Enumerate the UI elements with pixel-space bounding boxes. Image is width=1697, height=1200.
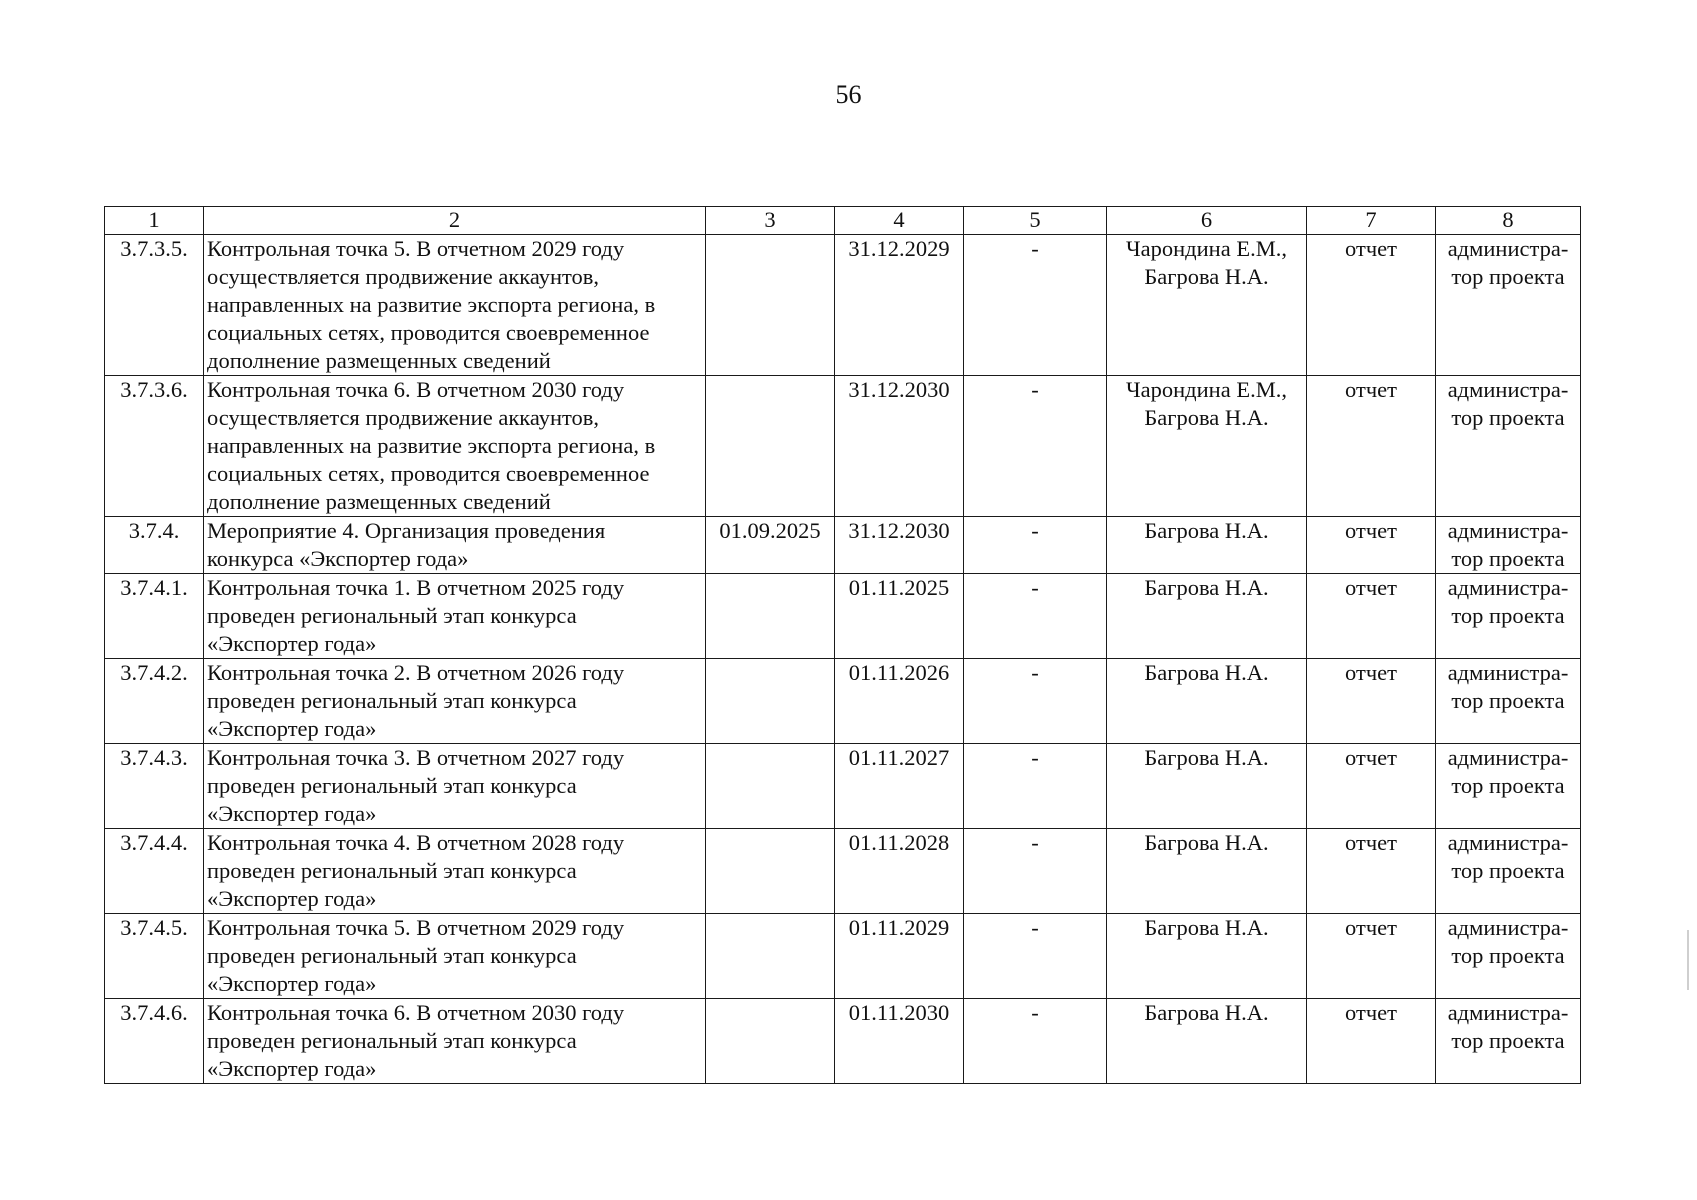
responsible-cell: Багрова Н.А.	[1107, 517, 1307, 574]
column-header: 3	[706, 207, 835, 235]
responsible-cell: Чарондина Е.М., Багрова Н.А.	[1107, 235, 1307, 376]
column-5-cell: -	[964, 914, 1107, 999]
start-date-cell	[706, 574, 835, 659]
row-number-cell: 3.7.4.2.	[105, 659, 204, 744]
column-header: 4	[835, 207, 964, 235]
column-5-cell: -	[964, 376, 1107, 517]
row-number-cell: 3.7.3.5.	[105, 235, 204, 376]
column-5-cell: -	[964, 829, 1107, 914]
column-header: 6	[1107, 207, 1307, 235]
column-header: 7	[1307, 207, 1436, 235]
role-cell: администра- тор проекта	[1436, 235, 1581, 376]
end-date-cell: 31.12.2029	[835, 235, 964, 376]
row-number-cell: 3.7.4.3.	[105, 744, 204, 829]
document-type-cell: отчет	[1307, 235, 1436, 376]
responsible-cell: Багрова Н.А.	[1107, 999, 1307, 1084]
end-date-cell: 01.11.2025	[835, 574, 964, 659]
end-date-cell: 01.11.2028	[835, 829, 964, 914]
table-row	[105, 235, 1581, 376]
document-type-cell: отчет	[1307, 744, 1436, 829]
row-name-cell: Контрольная точка 6. В отчетном 2030 году осуществляется продвижение аккаунтов, направленных на развитие экспорта региона, в социальных сетях, проводится своевременное дополнение размещенных сведений	[204, 376, 706, 517]
row-name-cell: Контрольная точка 2. В отчетном 2026 году проведен региональный этап конкурса «Экспортер года»	[204, 659, 706, 744]
row-name-cell: Контрольная точка 3. В отчетном 2027 году проведен региональный этап конкурса «Экспортер года»	[204, 744, 706, 829]
role-cell: администра- тор проекта	[1436, 574, 1581, 659]
responsible-cell: Багрова Н.А.	[1107, 829, 1307, 914]
row-name-cell: Контрольная точка 1. В отчетном 2025 году проведен региональный этап конкурса «Экспортер года»	[204, 574, 706, 659]
table-row	[105, 517, 1581, 574]
row-name-cell: Контрольная точка 4. В отчетном 2028 году проведен региональный этап конкурса «Экспортер года»	[204, 829, 706, 914]
responsible-cell: Багрова Н.А.	[1107, 914, 1307, 999]
role-cell: администра- тор проекта	[1436, 999, 1581, 1084]
row-number-cell: 3.7.4.1.	[105, 574, 204, 659]
end-date-cell: 31.12.2030	[835, 376, 964, 517]
header-row	[105, 207, 1581, 235]
end-date-cell: 01.11.2027	[835, 744, 964, 829]
document-type-cell: отчет	[1307, 829, 1436, 914]
column-5-cell: -	[964, 517, 1107, 574]
role-cell: администра- тор проекта	[1436, 659, 1581, 744]
column-header: 8	[1436, 207, 1581, 235]
start-date-cell	[706, 914, 835, 999]
row-number-cell: 3.7.3.6.	[105, 376, 204, 517]
document-type-cell: отчет	[1307, 574, 1436, 659]
end-date-cell: 01.11.2030	[835, 999, 964, 1084]
start-date-cell	[706, 829, 835, 914]
role-cell: администра- тор проекта	[1436, 744, 1581, 829]
scan-edge-mark	[1687, 930, 1689, 990]
start-date-cell: 01.09.2025	[706, 517, 835, 574]
row-name-cell: Контрольная точка 5. В отчетном 2029 году проведен региональный этап конкурса «Экспортер года»	[204, 914, 706, 999]
row-number-cell: 3.7.4.	[105, 517, 204, 574]
document-type-cell: отчет	[1307, 999, 1436, 1084]
table-row	[105, 659, 1581, 744]
column-5-cell: -	[964, 235, 1107, 376]
row-number-cell: 3.7.4.6.	[105, 999, 204, 1084]
column-5-cell: -	[964, 744, 1107, 829]
row-name-cell: Контрольная точка 6. В отчетном 2030 году проведен региональный этап конкурса «Экспортер года»	[204, 999, 706, 1084]
column-5-cell: -	[964, 659, 1107, 744]
column-5-cell: -	[964, 999, 1107, 1084]
column-header: 5	[964, 207, 1107, 235]
responsible-cell: Багрова Н.А.	[1107, 744, 1307, 829]
start-date-cell	[706, 235, 835, 376]
schedule-table	[104, 206, 1581, 1084]
responsible-cell: Багрова Н.А.	[1107, 659, 1307, 744]
table-body	[105, 235, 1581, 1084]
start-date-cell	[706, 659, 835, 744]
end-date-cell: 31.12.2030	[835, 517, 964, 574]
table-row	[105, 376, 1581, 517]
table-row	[105, 574, 1581, 659]
start-date-cell	[706, 376, 835, 517]
end-date-cell: 01.11.2029	[835, 914, 964, 999]
row-number-cell: 3.7.4.5.	[105, 914, 204, 999]
responsible-cell: Багрова Н.А.	[1107, 574, 1307, 659]
table-row	[105, 914, 1581, 999]
role-cell: администра- тор проекта	[1436, 914, 1581, 999]
start-date-cell	[706, 999, 835, 1084]
document-type-cell: отчет	[1307, 517, 1436, 574]
column-header: 1	[105, 207, 204, 235]
table-row	[105, 999, 1581, 1084]
document-type-cell: отчет	[1307, 914, 1436, 999]
role-cell: администра- тор проекта	[1436, 376, 1581, 517]
start-date-cell	[706, 744, 835, 829]
document-type-cell: отчет	[1307, 659, 1436, 744]
role-cell: администра- тор проекта	[1436, 829, 1581, 914]
row-name-cell: Мероприятие 4. Организация проведения конкурса «Экспортер года»	[204, 517, 706, 574]
row-number-cell: 3.7.4.4.	[105, 829, 204, 914]
table-row	[105, 744, 1581, 829]
page-number: 56	[835, 80, 862, 109]
role-cell: администра- тор проекта	[1436, 517, 1581, 574]
column-5-cell: -	[964, 574, 1107, 659]
responsible-cell: Чарондина Е.М., Багрова Н.А.	[1107, 376, 1307, 517]
table-row	[105, 829, 1581, 914]
row-name-cell: Контрольная точка 5. В отчетном 2029 году осуществляется продвижение аккаунтов, направленных на развитие экспорта региона, в социальных сетях, проводится своевременное дополнение размещенных сведений	[204, 235, 706, 376]
column-header: 2	[204, 207, 706, 235]
document-type-cell: отчет	[1307, 376, 1436, 517]
end-date-cell: 01.11.2026	[835, 659, 964, 744]
